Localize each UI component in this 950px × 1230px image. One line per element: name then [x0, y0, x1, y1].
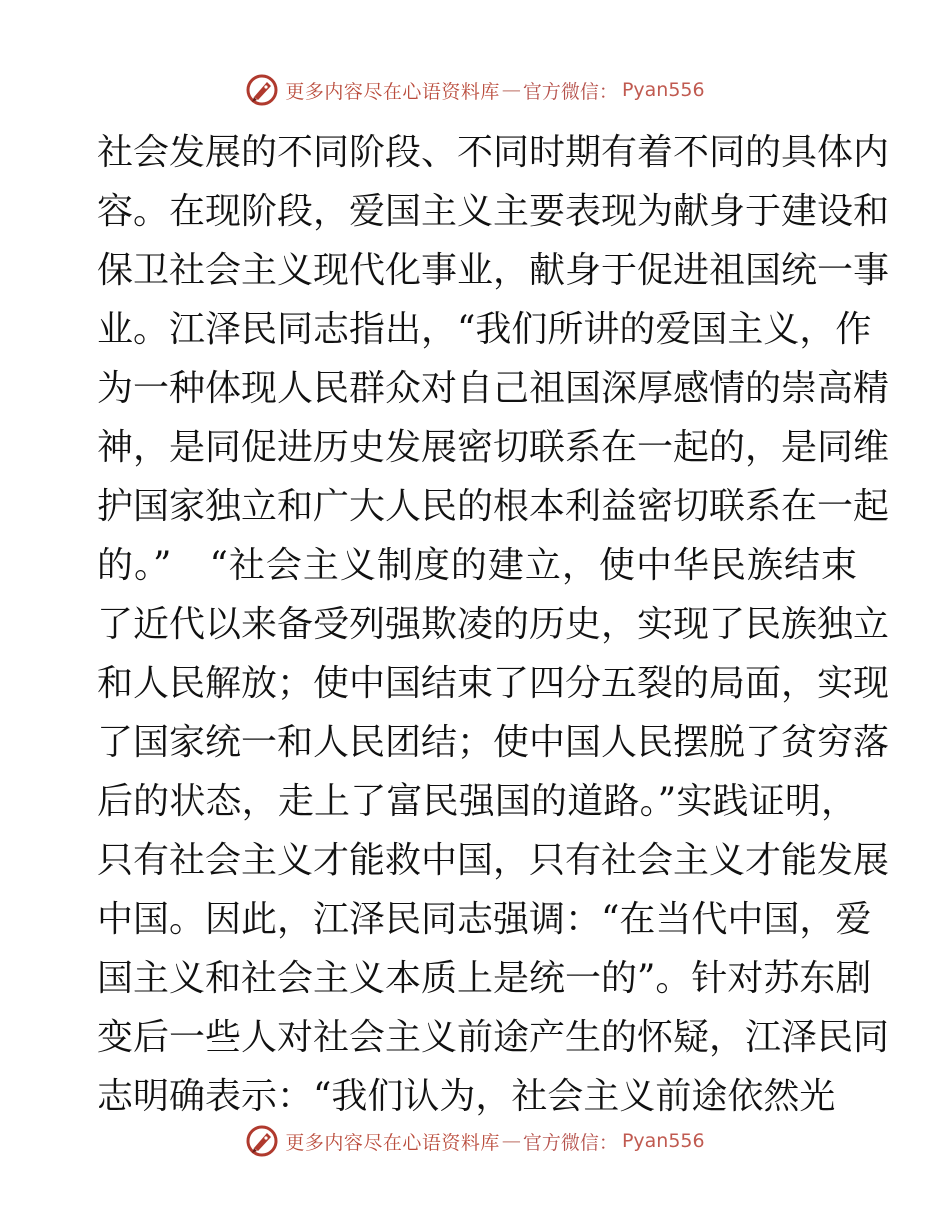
banner-dash: — — [501, 1130, 521, 1152]
text-line: 神，是同促进历史发展密切联系在一起的，是同维 — [97, 427, 890, 468]
text-line: 后的状态，走上了富民强国的道路。”实践证明， — [97, 781, 857, 822]
footer-banner — [0, 1121, 950, 1161]
text-line: 只有社会主义才能救中国，只有社会主义才能发展 — [97, 840, 890, 881]
text-line: 了近代以来备受列强欺凌的历史，实现了民族独立 — [97, 604, 890, 645]
text-line: 志明确表示：“我们认为，社会主义前途依然光 — [97, 1076, 836, 1117]
text-line: 护国家独立和广大人民的根本利益密切联系在一起 — [97, 486, 890, 527]
text-line: 和人民解放；使中国结束了四分五裂的局面，实现 — [97, 663, 890, 704]
wechat-id: Pyan556 — [621, 1130, 705, 1152]
text-line: 中国。因此，江泽民同志强调：“在当代中国，爱 — [97, 899, 872, 940]
text-line: 社会发展的不同阶段、不同时期有着不同的具体内 — [97, 132, 890, 173]
pen-nib-logo-icon — [245, 1124, 279, 1158]
text-line: 保卫社会主义现代化事业，献身于促进祖国统一事 — [97, 250, 890, 291]
text-line: 的。” “社会主义制度的建立，使中华民族结束 — [97, 545, 857, 586]
site-name: 更多内容尽在心语资料库 — [285, 1131, 500, 1154]
banner-dash: — — [501, 79, 521, 101]
text-line: 为一种体现人民群众对自己祖国深厚感情的崇高精 — [97, 368, 890, 409]
text-line: 国主义和社会主义本质上是统一的”。针对苏东剧 — [97, 958, 872, 999]
text-line: 变后一些人对社会主义前途产生的怀疑，江泽民同 — [97, 1017, 890, 1058]
site-name: 更多内容尽在心语资料库 — [285, 80, 500, 103]
wechat-label: 官方微信： — [522, 80, 618, 103]
document-body — [97, 123, 890, 1126]
wechat-id: Pyan556 — [621, 79, 705, 101]
text-line: 了国家统一和人民团结；使中国人民摆脱了贫穷落 — [97, 722, 890, 763]
wechat-label: 官方微信： — [522, 1131, 618, 1154]
pen-nib-logo-icon — [245, 73, 279, 107]
text-line: 容。在现阶段，爱国主义主要表现为献身于建设和 — [97, 191, 890, 232]
header-banner — [0, 70, 950, 110]
text-line: 业。江泽民同志指出，“我们所讲的爱国主义，作 — [97, 309, 872, 350]
